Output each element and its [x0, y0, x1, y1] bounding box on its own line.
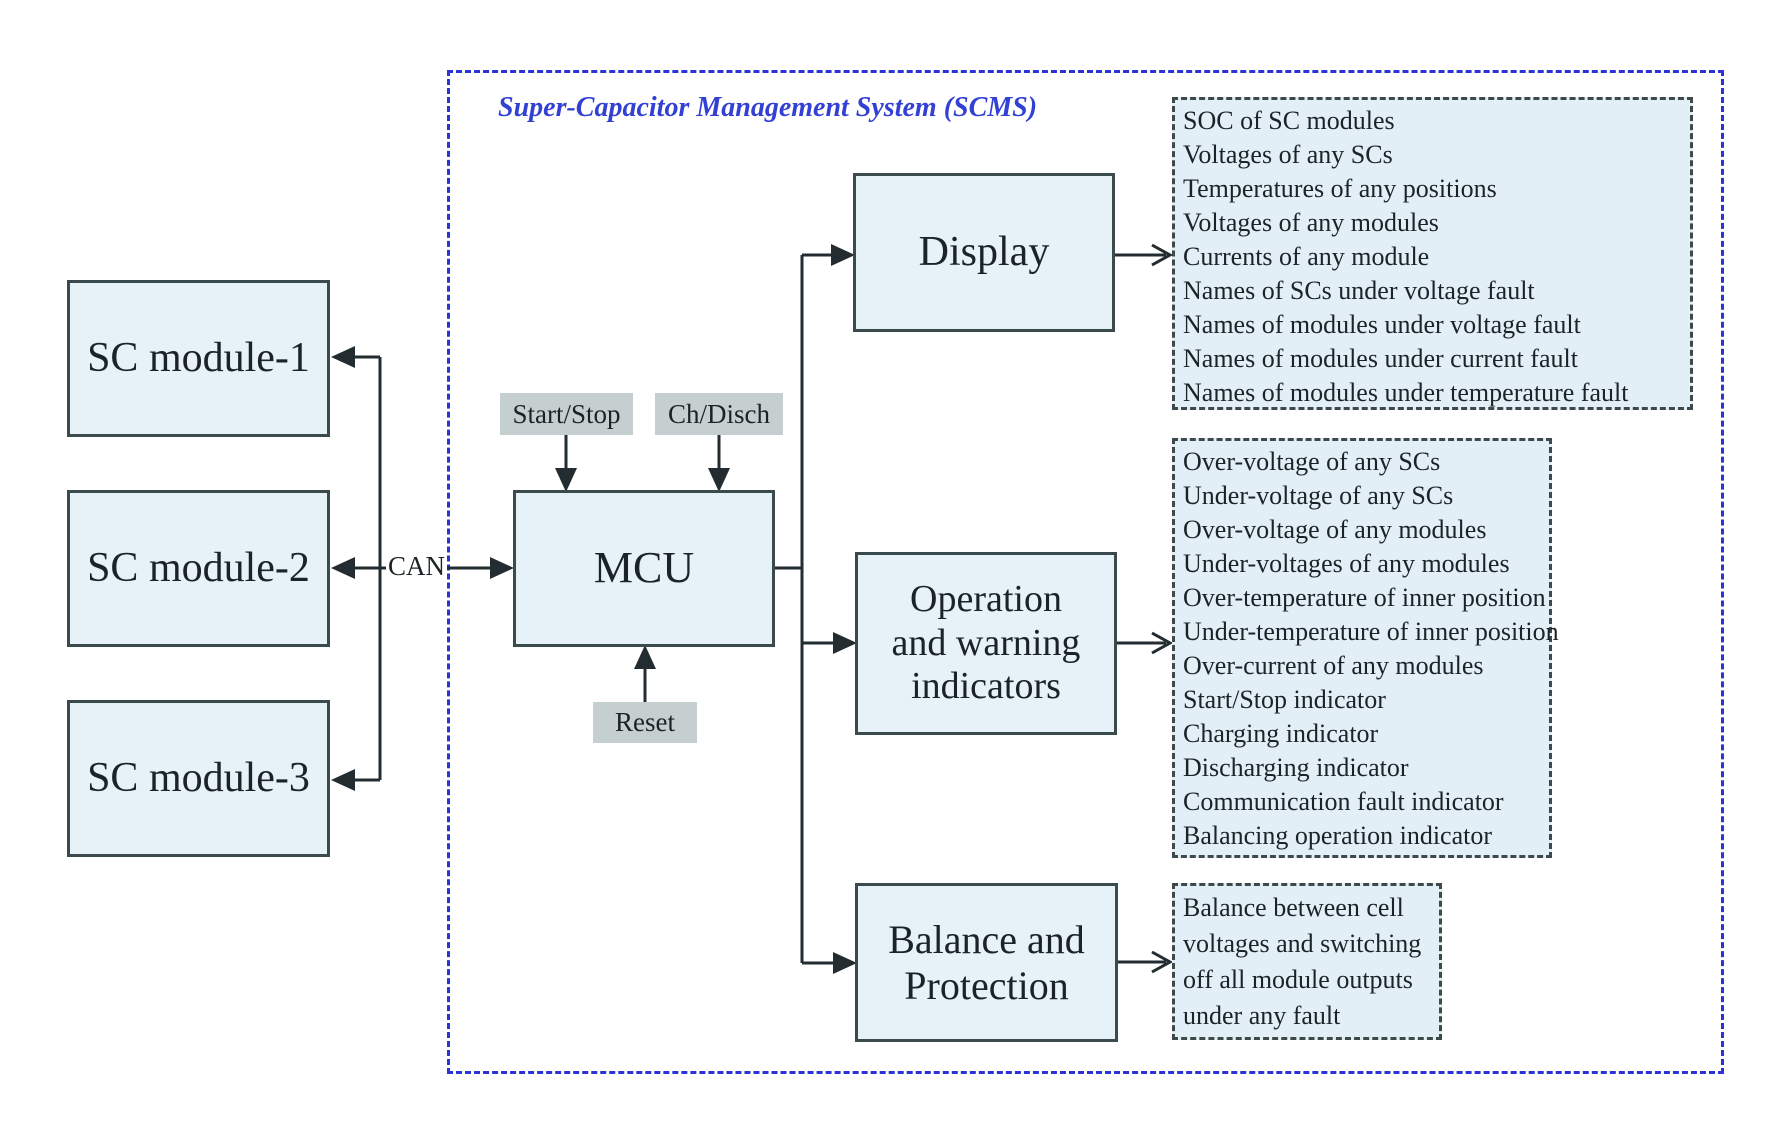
display-outputs-box	[1172, 97, 1693, 410]
balance-output-item: Balance between cell	[1183, 893, 1404, 922]
operation-output-item: Start/Stop indicator	[1183, 685, 1386, 714]
display-output-item: Voltages of any modules	[1183, 208, 1439, 237]
operation-output-item: Under-temperature of inner position	[1183, 617, 1559, 646]
can-bus-label: CAN	[388, 551, 446, 581]
sc-module-3-box	[67, 700, 330, 857]
display-output-item: Voltages of any SCs	[1183, 140, 1393, 169]
operation-label-line2: and warning	[891, 621, 1081, 664]
reset-text: Reset	[615, 707, 675, 737]
operation-label-line1: Operation	[910, 577, 1062, 620]
display-output-item: SOC of SC modules	[1183, 106, 1395, 135]
mcu-box	[513, 490, 775, 647]
display-output-item: Temperatures of any positions	[1183, 174, 1497, 203]
display-output-item: Names of modules under temperature fault	[1183, 378, 1629, 407]
display-box	[853, 173, 1115, 332]
start-stop-text: Start/Stop	[512, 398, 621, 429]
display-label: Display	[918, 229, 1050, 276]
operation-output-item: Under-voltages of any modules	[1183, 549, 1510, 578]
operation-output-item: Over-temperature of inner position	[1183, 583, 1546, 612]
operation-label-line3: indicators	[911, 665, 1061, 708]
sc-module-2-box	[67, 490, 330, 647]
operation-output-item: Communication fault indicator	[1183, 787, 1504, 816]
display-output-item: Names of SCs under voltage fault	[1183, 276, 1535, 305]
balance-protection-label	[888, 917, 1085, 1009]
operation-output-item: Charging indicator	[1183, 719, 1379, 748]
balance-output-item: off all module outputs	[1183, 965, 1413, 994]
display-output-item: Currents of any module	[1183, 242, 1430, 271]
start-stop-input-label	[500, 393, 633, 435]
mcu-label: MCU	[593, 543, 695, 593]
operation-output-item: Over-voltage of any SCs	[1183, 447, 1441, 476]
operation-output-item: Over-current of any modules	[1183, 651, 1484, 680]
sc-module-1-label: SC module-1	[87, 335, 310, 382]
balance-label-line2: Protection	[904, 962, 1069, 1008]
operation-output-item: Under-voltage of any SCs	[1183, 481, 1454, 510]
display-output-item: Names of modules under current fault	[1183, 344, 1578, 373]
display-output-item: Names of modules under voltage fault	[1183, 310, 1581, 339]
operation-outputs-box	[1172, 438, 1559, 858]
ch-disch-input-label	[655, 393, 783, 435]
operation-warning-box	[855, 552, 1117, 735]
diagram-title: Super-Capacitor Management System (SCMS)	[498, 92, 1038, 123]
operation-warning-label	[892, 578, 1081, 709]
reset-input-label	[593, 702, 697, 743]
sc-module-1-box	[67, 280, 330, 437]
balance-output-item: voltages and switching	[1183, 929, 1422, 958]
operation-output-item: Over-voltage of any modules	[1183, 515, 1487, 544]
operation-output-item: Balancing operation indicator	[1183, 821, 1493, 850]
balance-output-item: under any fault	[1183, 1001, 1341, 1030]
balance-outputs-box	[1172, 883, 1442, 1040]
balance-protection-box	[855, 883, 1118, 1042]
operation-output-item: Discharging indicator	[1183, 753, 1409, 782]
ch-disch-text: Ch/Disch	[667, 398, 770, 429]
balance-label-line1: Balance and	[888, 916, 1085, 962]
sc-module-2-label: SC module-2	[87, 545, 310, 592]
sc-module-3-label: SC module-3	[87, 755, 310, 802]
